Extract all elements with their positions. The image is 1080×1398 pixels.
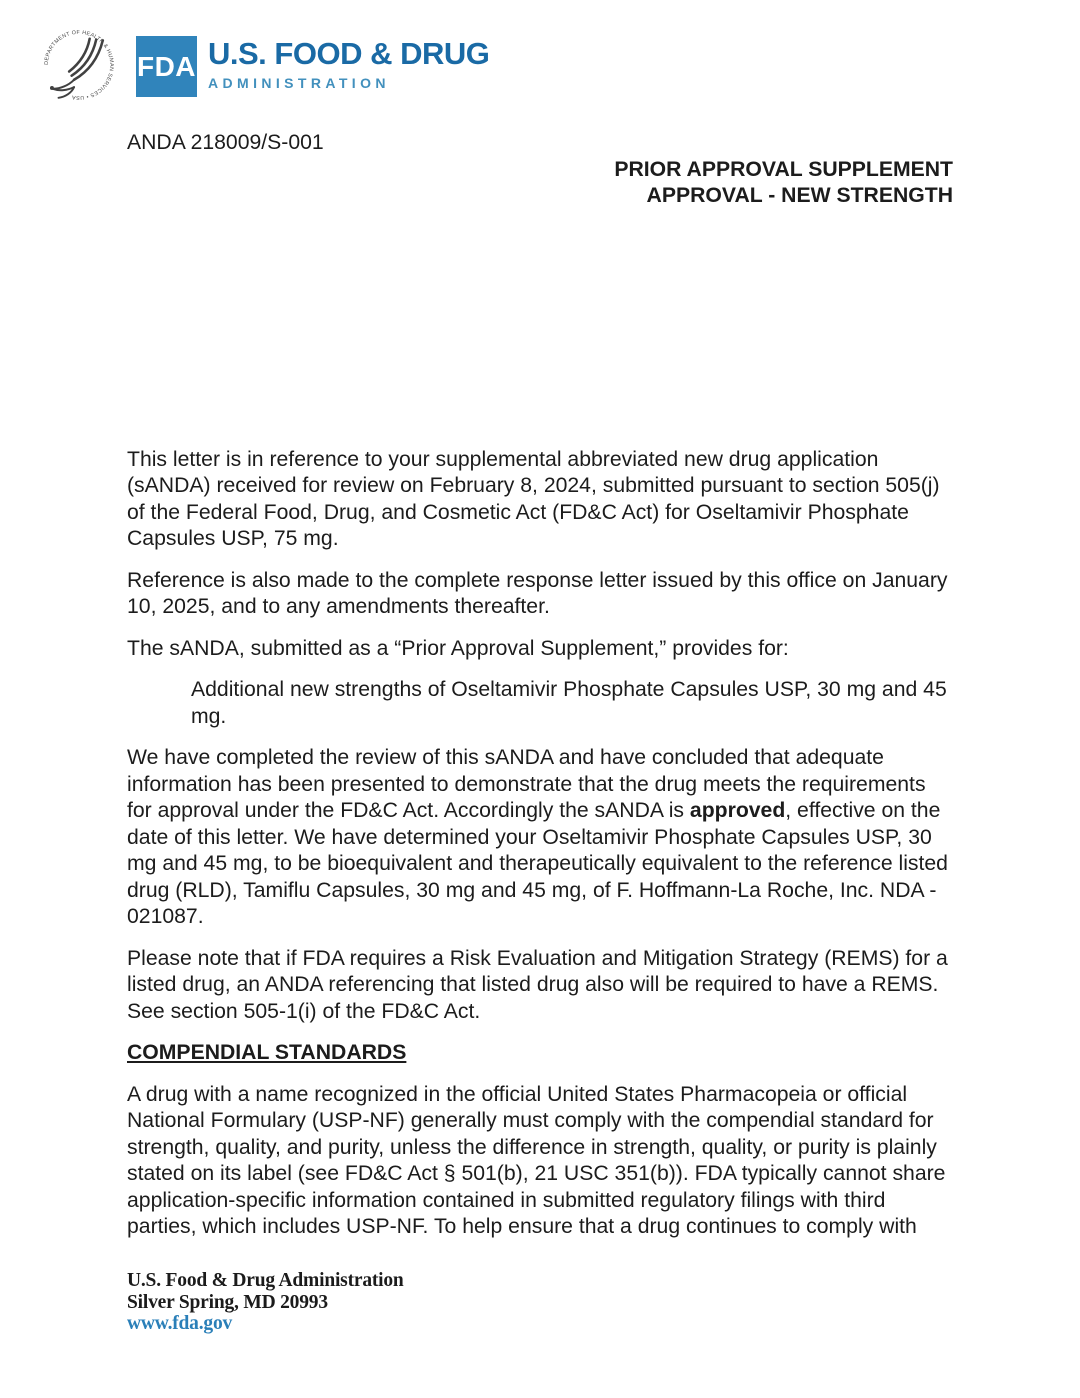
fda-wordmark-line1: U.S. FOOD & DRUG xyxy=(208,36,490,71)
anda-number: ANDA 218009/S-001 xyxy=(127,131,324,154)
letter-content xyxy=(127,0,953,1241)
paragraph-reference: This letter is in reference to your supplemental abbreviated new drug application (sANDA) received for review on February 8, 2024, submitted pursuant to section 505(j) of the Federal Food, Drug, and Cosmetic Act (FD&C Act) for Oseltamivir Phosphate Capsules USP, 75 mg. xyxy=(127,447,940,550)
paragraph-rems: Please note that if FDA requires a Risk Evaluation and Mitigation Strategy (REMS) for a listed drug, an ANDA referencing that listed drug also will be required to have a REMS. See section 505-1(i) of the FD&C Act. xyxy=(127,946,948,1023)
paragraph-approval-bold-word: approved xyxy=(689,799,786,822)
paragraph-new-strengths: Additional new strengths of Oseltamivir Phosphate Capsules USP, 30 mg and 45 mg. xyxy=(191,678,947,728)
footer-address: Silver Spring, MD 20993 xyxy=(127,1291,328,1313)
letter-title-line2: APPROVAL - NEW STRENGTH xyxy=(646,184,953,207)
hhs-seal-icon xyxy=(38,24,120,106)
fda-acronym: FDA xyxy=(136,50,197,82)
paragraph-provides-for: The sANDA, submitted as a “Prior Approval Supplement,” provides for: xyxy=(127,636,789,660)
letter-body xyxy=(127,447,953,1241)
letter-title xyxy=(127,157,953,210)
footer-agency-name: U.S. Food & Drug Administration xyxy=(127,1270,404,1291)
paragraph-approval xyxy=(127,745,953,931)
section-heading-compendial-standards: COMPENDIAL STANDARDS xyxy=(127,1041,407,1064)
letter-footer xyxy=(127,1270,404,1335)
paragraph-approval-pre: We have completed the review of this sANDA and have concluded that adequate information has been presented to demonstrate that the drug meets the requirements for approval under the FD&C Act. Accordingly the sANDA is xyxy=(127,746,926,822)
paragraph-response-letter: Reference is also made to the complete response letter issued by this office on January 10, 2025, and to any amendments thereafter. xyxy=(127,568,948,618)
recipient-gap xyxy=(127,210,953,447)
paragraph-approval-post: , effective on the date of this letter. We have determined your Oseltamivir Phosphate Capsules USP, 30 mg and 45 mg, to be bioequivalent and therapeutically equivalent to the reference listed drug (RLD), Tamiflu Capsules, 30 mg and 45 mg, of F. Hoffmann-La Roche, Inc. NDA - 021087. xyxy=(127,799,948,928)
fda-wordmark-line2: ADMINISTRATION xyxy=(208,74,390,91)
footer-website-link[interactable]: www.fda.gov xyxy=(127,1313,233,1334)
hhs-seal-text: DEPARTMENT OF HEALTH & HUMAN SERVICES • USA xyxy=(43,29,115,101)
letter-title-line1: PRIOR APPROVAL SUPPLEMENT xyxy=(614,157,953,181)
paragraph-compendial: A drug with a name recognized in the official United States Pharmacopeia or official National Formulary (USP-NF) generally must comply with the compendial standard for strength, quality, and purity, unless the difference in strength, quality, or purity is plainly stated on its label (see FD&C Act § 501(b), 21 USC 351(b)). FDA typically cannot share application-specific information contained in submitted regulatory filings with third parties, which includes USP-NF. To help ensure that a drug continues to comply with xyxy=(127,1082,946,1238)
